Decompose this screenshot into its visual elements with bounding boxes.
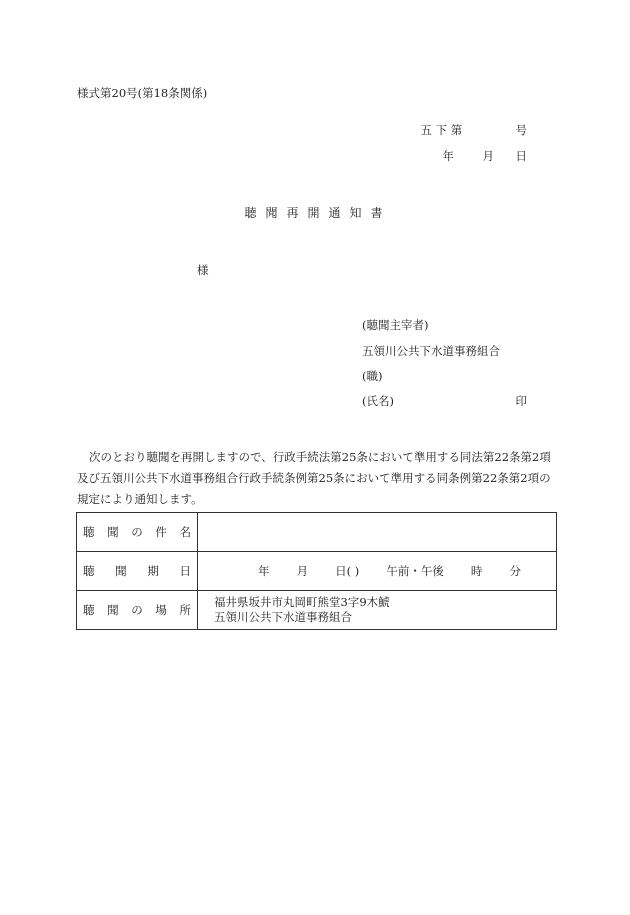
subject-value [198,513,557,552]
addressee-suffix: 様 [197,263,209,277]
sender-name-label: (氏名) [362,394,394,408]
place-label: 聴聞の場所 [77,591,198,630]
table-row [77,591,557,630]
date-day: 日 [515,149,527,163]
datetime-value [198,552,557,591]
date-month: 月 [482,149,494,163]
place-address: 福井県坂井市丸岡町熊堂3字9木鯱 [214,595,390,609]
sender-post-label: (職) [362,369,383,383]
datetime-month: 月 [296,563,309,578]
table-row [77,552,557,591]
document-title: 聴聞再開通知書 [244,206,392,220]
place-organization: 五領川公共下水道事務組合 [214,610,352,624]
issue-date [443,149,528,163]
place-value [198,591,557,630]
date-label: 聴聞期日 [77,552,198,591]
subject-label: 聴聞の件名 [77,513,198,552]
table-row [77,513,557,552]
sender-role-label: (聴聞主宰者) [362,318,429,332]
document-number-suffix: 号 [515,123,527,137]
datetime-minute: 分 [509,563,521,578]
document-number-prefix: 五 下 第 [420,123,463,137]
form-number: 様式第20号(第18条関係) [77,86,208,100]
datetime-ampm: 午前・午後 [386,563,444,578]
datetime-hour: 時 [470,563,483,578]
notice-body: 次のとおり聴聞を再開しますので、行政手続法第25条において準用する同法第22条第2項及び五領川公共下水道事務組合行政手続条例第25条において準用する同条例第22条第2項の規定により通知します。 [77,450,551,506]
sender-organization: 五領川公共下水道事務組合 [362,344,500,358]
date-year: 年 [442,149,454,163]
seal-mark: 印 [515,394,527,408]
datetime-year: 年 [258,563,270,578]
datetime-day: 日( ) [335,563,360,578]
document-number [421,123,528,137]
hearing-info-table [76,512,557,630]
